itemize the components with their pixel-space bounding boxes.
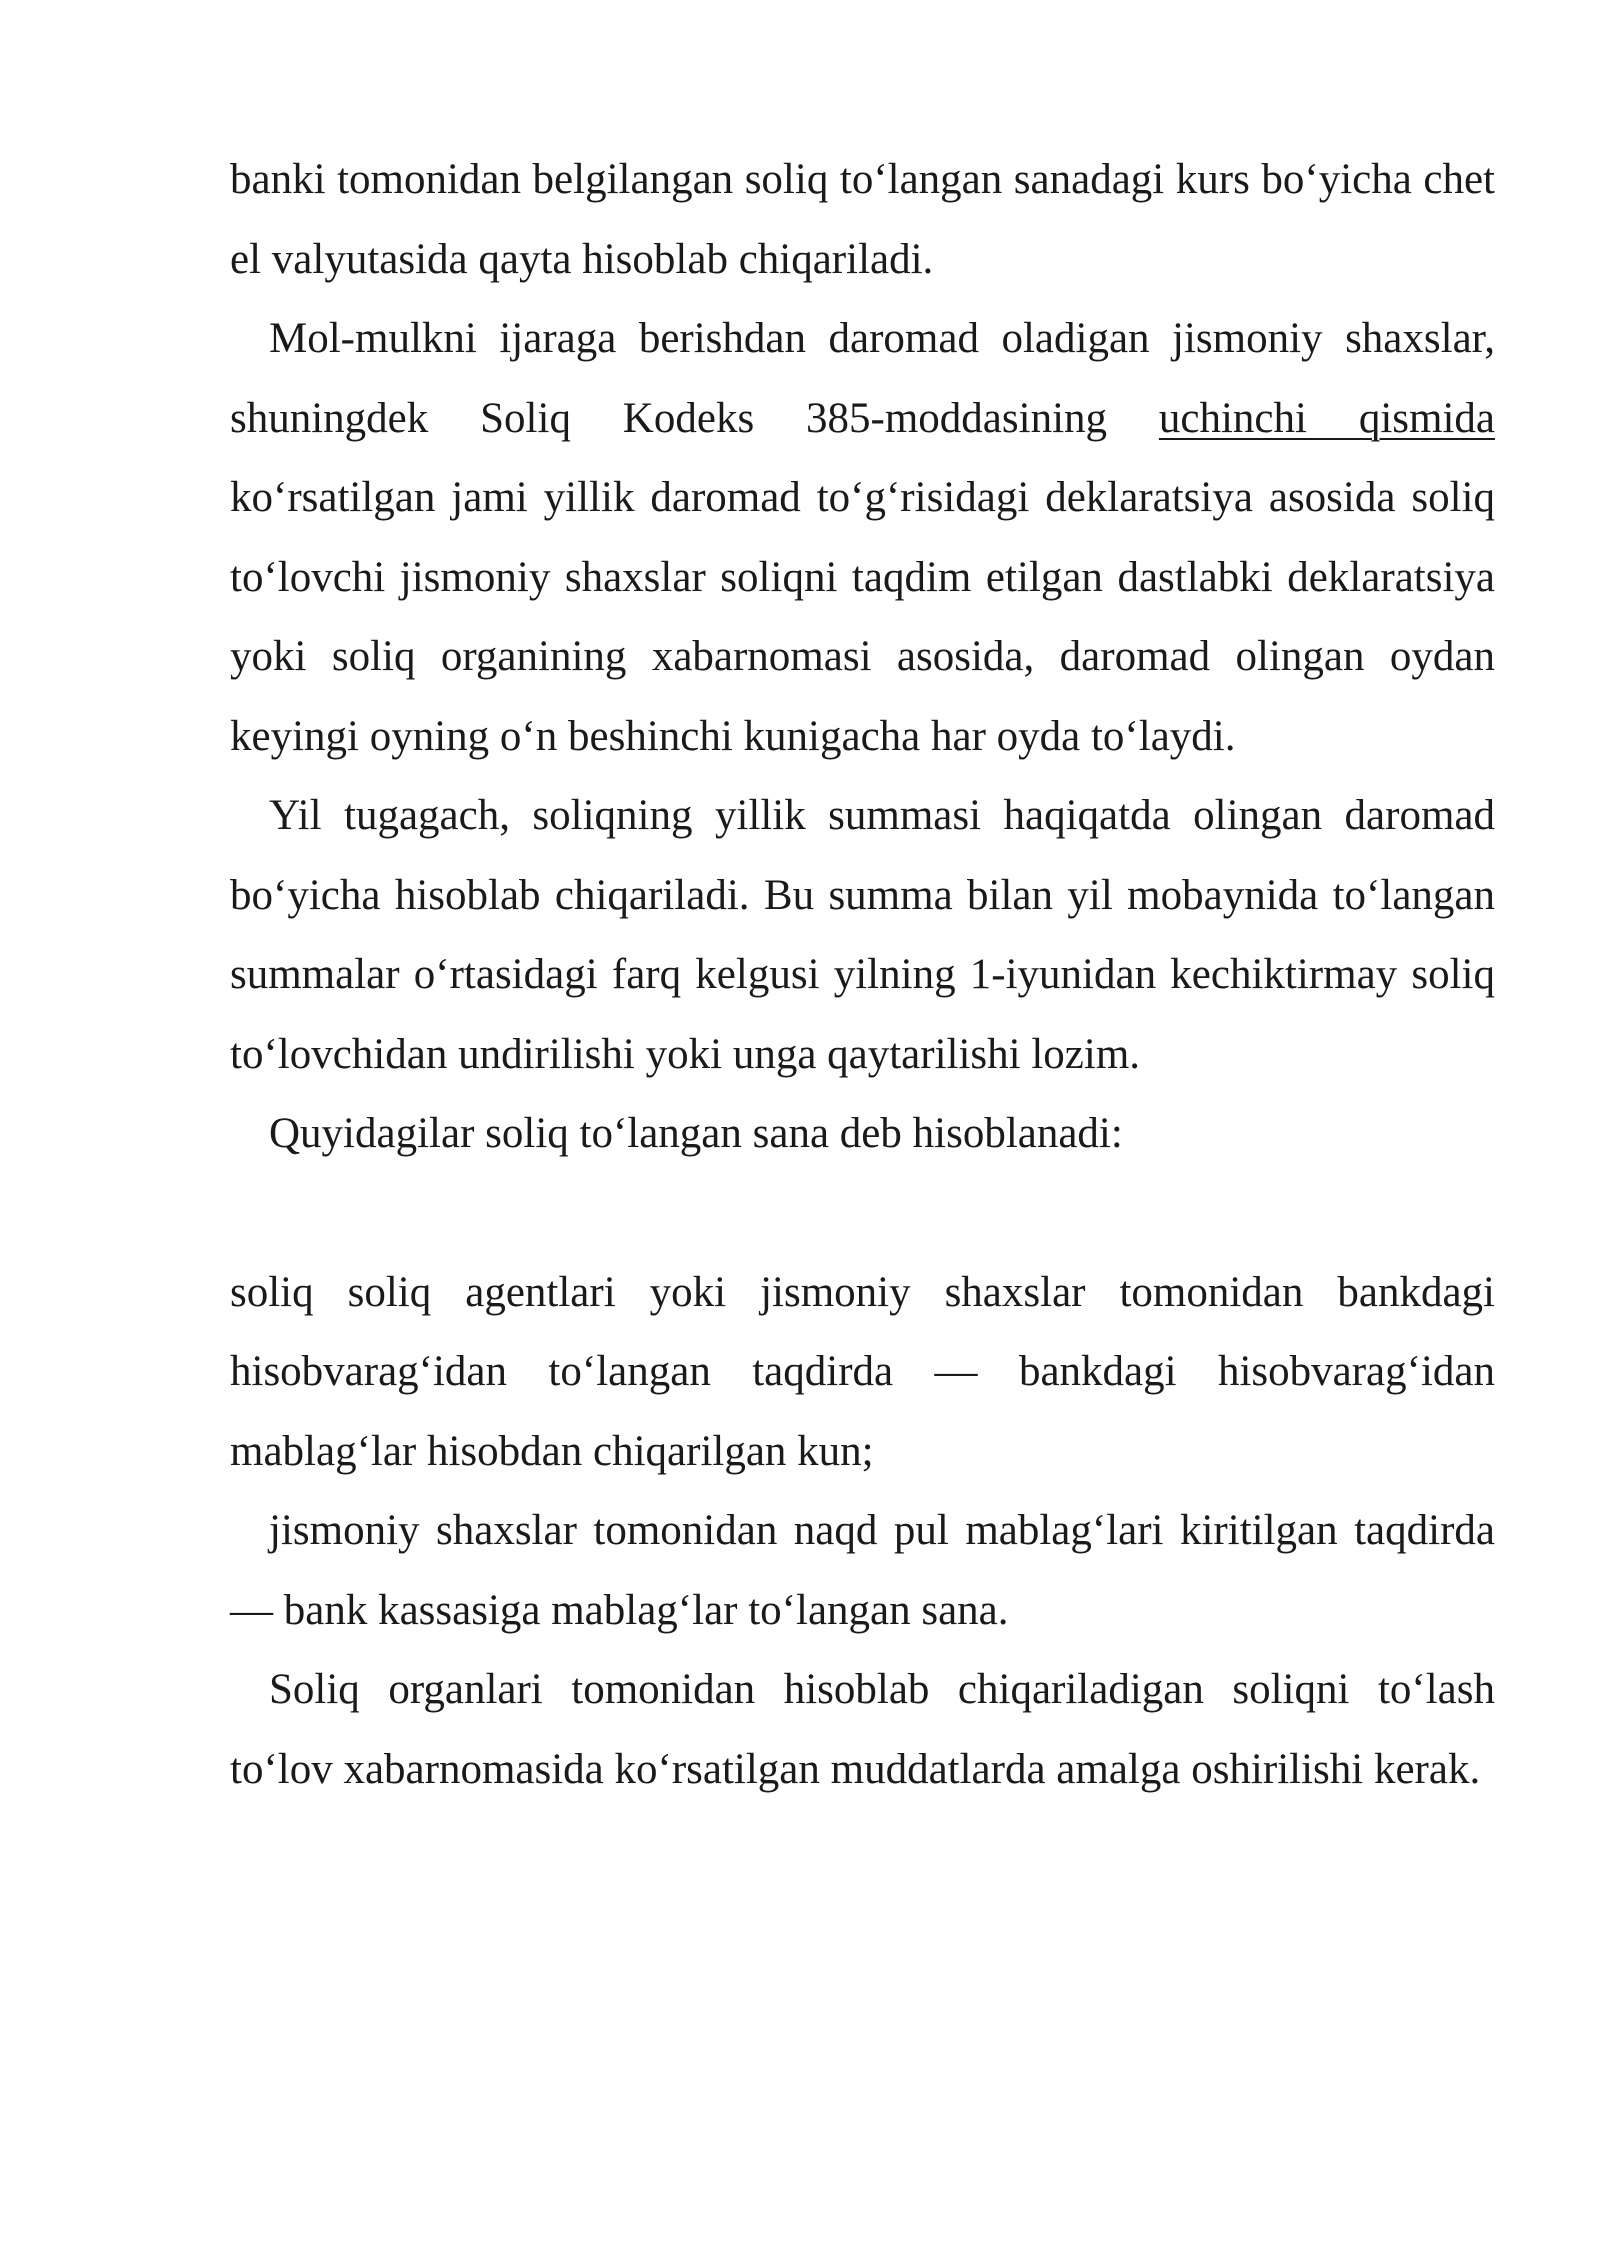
paragraph-rental-income	[230, 299, 1495, 776]
paragraph-rental-income-text-start: Mol-mulkni ijaraga berishdan daromad oladigan jismoniy shaxslar, shuningdek Soliq Kodeks 385-moddasining	[230, 315, 1495, 442]
paragraph-payment-date-intro: Quyidagilar soliq to‘langan sana deb hisoblanadi:	[269, 1110, 1123, 1157]
paragraph-cash-payment: jismoniy shaxslar tomonidan naqd pul mablag‘lari kiritilgan taqdirda — bank kassasiga mablag‘lar to‘langan sana.	[230, 1507, 1495, 1634]
document-page	[230, 140, 1495, 1809]
paragraph-rental-income-text-end: ko‘rsatilgan jami yillik daromad to‘g‘risidagi deklaratsiya asosida soliq to‘lovchi jismoniy shaxslar soliqni taqdim etilgan dastlabki deklaratsiya yoki soliq organining xabarnomasi asosida, daromad olingan oydan keyingi oyning o‘n beshinchi kunigacha har oyda to‘laydi.	[230, 474, 1495, 760]
paragraph-continuation: banki tomonidan belgilangan soliq to‘langan sanadagi kurs bo‘yicha chet el valyutasida qayta hisoblab chiqariladi.	[230, 156, 1495, 283]
blank-line	[230, 1174, 1495, 1253]
paragraph-bank-account-payment: soliq soliq agentlari yoki jismoniy shaxslar tomonidan bankdagi hisobvarag‘idan to‘langan taqdirda — bankdagi hisobvarag‘idan mablag‘lar hisobdan chiqarilgan kun;	[230, 1268, 1495, 1475]
paragraph-tax-authority-payment: Soliq organlari tomonidan hisoblab chiqariladigan soliqni to‘lash to‘lov xabarnomasida ko‘rsatilgan muddatlarda amalga oshirilishi kerak.	[230, 1666, 1495, 1793]
reference-link-third-part[interactable]: uchinchi qismida	[1158, 394, 1495, 442]
paragraph-year-end: Yil tugagach, soliqning yillik summasi haqiqatda olingan daromad bo‘yicha hisoblab chiqariladi. Bu summa bilan yil mobaynida to‘langan summalar o‘rtasidagi farq kelgusi yilning 1-iyunidan kechiktirmay soliq to‘lovchidan undirilishi yoki unga qaytarilishi lozim.	[230, 792, 1495, 1078]
